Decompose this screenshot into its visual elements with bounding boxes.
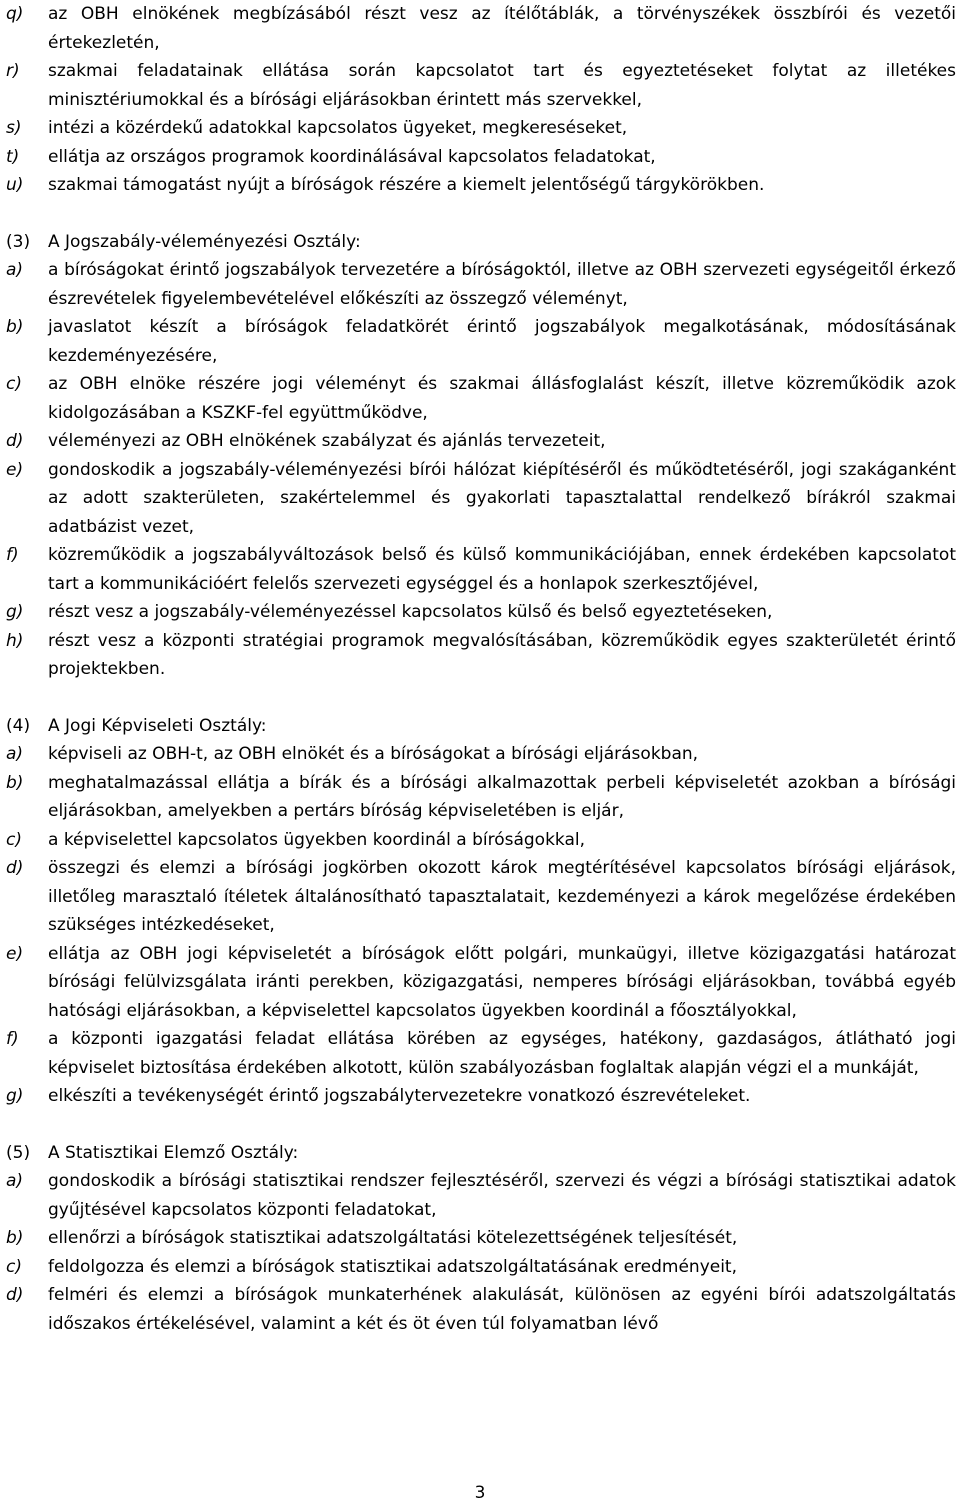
list-item-text: feldolgozza és elemzi a bíróságok statisztikai adatszolgáltatásának eredményeit, (48, 1256, 738, 1277)
list-item-marker: b) (6, 772, 24, 793)
list-item-marker: g) (6, 602, 24, 622)
list-item (0, 940, 960, 1026)
list-item (0, 370, 960, 427)
section (0, 712, 960, 1111)
list-item-marker: d) (6, 1285, 24, 1305)
list-item (0, 313, 960, 370)
list-item (0, 57, 960, 114)
list-item (0, 1025, 960, 1082)
section-number: (3) (6, 231, 31, 252)
list-item-text: intézi a közérdekű adatokkal kapcsolatos ügyeket, megkereséseket, (48, 118, 628, 138)
section-number: (4) (6, 715, 31, 736)
list-item-text: közreműködik a jogszabályváltozások belső és külső kommunikációjában, ennek érdekében kapcsolatot tart a kommunikációért felelős szervezeti egységgel és a honlapok szerkesztőjével, (48, 545, 956, 594)
list-item-marker: a) (6, 744, 24, 764)
list-item-marker: e) (6, 459, 24, 480)
section (0, 1139, 960, 1339)
section-list (0, 256, 960, 684)
section (0, 228, 960, 684)
list-item (0, 143, 960, 172)
section-heading (0, 712, 960, 741)
list-item (0, 627, 960, 684)
list-item-text: szakmai támogatást nyújt a bíróságok részére a kiemelt jelentőségű tárgykörökben. (48, 175, 765, 195)
section-number: (5) (6, 1142, 31, 1163)
list-item (0, 769, 960, 826)
list-item-marker: e) (6, 943, 24, 964)
list-item-marker: r) (6, 61, 20, 81)
list-item-text: képviseli az OBH-t, az OBH elnökét és a bíróságokat a bírósági eljárásokban, (48, 744, 699, 764)
list-item-text: a képviselettel kapcsolatos ügyekben koordinál a bíróságokkal, (48, 829, 586, 850)
list-item (0, 1082, 960, 1111)
section-heading (0, 1139, 960, 1168)
list-item-text: meghatalmazással ellátja a bírák és a bírósági alkalmazottak perbeli képviseletét azokban a bírósági eljárásokban, amelyekben a pertárs bíróság képviseletében is eljár, (48, 772, 956, 821)
section-title: A Jogi Képviseleti Osztály: (48, 715, 267, 736)
list-item (0, 114, 960, 143)
list-item (0, 826, 960, 855)
list-item-text: javaslatot készít a bíróságok feladatkörét érintő jogszabályok megalkotásának, módosításának kezdeményezésére, (48, 317, 956, 366)
list-item-text: felméri és elemzi a bíróságok munkaterhének alakulását, különösen az egyéni bírói adatszolgáltatás időszakos értékelésével, valamint a két és öt éven túl folyamatban lévő (48, 1285, 956, 1334)
list-item (0, 256, 960, 313)
list-item (0, 541, 960, 598)
list-item-text: ellátja az OBH jogi képviseletét a bíróságok előtt polgári, munkaügyi, illetve közigazgatási határozat bírósági felülvizsgálata iránti perekben, közigazgatási, nemperes bírósági eljárásokban, továbbá egyéb hatósági eljárásokban, a képviselettel kapcsolatos ügyekben koordinál a főosztályokkal, (48, 943, 956, 1021)
list-item-marker: c) (6, 829, 22, 850)
list-item-text: összegzi és elemzi a bírósági jogkörben okozott károk megtérítésével kapcsolatos bírósági eljárások, illetőleg marasztaló ítéletek általánosítható tapasztalatait, kezdeményezi a károk megelőzése érdekében szükséges intézkedéseket, (48, 858, 956, 935)
section-title: A Statisztikai Elemző Osztály: (48, 1142, 299, 1163)
list-item (0, 0, 960, 57)
list-item-marker: b) (6, 1228, 24, 1248)
list-item-marker: q) (6, 4, 24, 24)
list-item-marker: c) (6, 1256, 22, 1277)
list-item-text: a bíróságokat érintő jogszabályok tervezetére a bíróságoktól, illetve az OBH szervezeti egységeitől érkező észrevételek figyelembevételével előkészíti az összegző véleményt, (48, 260, 956, 309)
sections-container (0, 228, 960, 1339)
list-item (0, 598, 960, 627)
list-item-marker: f) (6, 545, 19, 565)
list-item (0, 1253, 960, 1282)
list-item (0, 740, 960, 769)
list-item (0, 427, 960, 456)
list-item-text: gondoskodik a bírósági statisztikai rendszer fejlesztéséről, szervezi és végzi a bírósági statisztikai adatok gyűjtésével kapcsolatos központi feladatokat, (48, 1171, 956, 1220)
list-item-text: az OBH elnökének megbízásából részt vesz az ítélőtáblák, a törvényszékek összbírói és vezetői értekezletén, (48, 4, 956, 53)
list-item (0, 1167, 960, 1224)
section-list (0, 1167, 960, 1338)
list-item-marker: a) (6, 1171, 24, 1191)
list-item-marker: u) (6, 175, 24, 195)
continued-list (0, 0, 960, 200)
list-item-text: a központi igazgatási feladat ellátása körében az egységes, hatékony, gazdaságos, átlátható jogi képviselet biztosítása érdekében alkotott, külön szabályozásban foglaltak alapján végzi el a munkáját, (48, 1029, 956, 1078)
list-item-marker: h) (6, 630, 24, 651)
list-item-marker: g) (6, 1086, 24, 1106)
list-item-text: részt vesz a jogszabály-véleményezéssel kapcsolatos külső és belső egyeztetéseken, (48, 602, 773, 622)
list-item-text: az OBH elnöke részére jogi véleményt és szakmai állásfoglalást készít, illetve közreműködik azok kidolgozásában a KSZKF-fel együttműködve, (48, 374, 956, 423)
section-heading (0, 228, 960, 257)
list-item-marker: a) (6, 260, 24, 280)
list-item-marker: s) (6, 118, 22, 138)
section-list (0, 740, 960, 1111)
list-item (0, 1281, 960, 1338)
list-item-text: véleményezi az OBH elnökének szabályzat és ajánlás tervezeteit, (48, 431, 606, 451)
list-item-text: gondoskodik a jogszabály-véleményezési bírói hálózat kiépítéséről és működtetéséről, jogi szakáganként az adott szakterületen, szakértelemmel és gyakorlati tapasztalattal rendelkező bírákról szakmai adatbázist vezet, (48, 459, 956, 537)
list-item-text: elkészíti a tevékenységét érintő jogszabálytervezetekre vonatkozó észrevételeket. (48, 1086, 751, 1106)
page-number: 3 (474, 1483, 486, 1503)
list-item-marker: d) (6, 431, 24, 451)
list-item-marker: b) (6, 317, 24, 337)
list-item (0, 171, 960, 200)
list-item-marker: c) (6, 374, 22, 394)
list-item-marker: t) (6, 146, 20, 167)
list-item (0, 1224, 960, 1253)
list-item-marker: f) (6, 1029, 19, 1049)
list-item-text: ellátja az országos programok koordinálásával kapcsolatos feladatokat, (48, 146, 656, 167)
list-item-text: szakmai feladatainak ellátása során kapcsolatot tart és egyeztetéseket folytat az illetékes minisztériumokkal és a bírósági eljárásokban érintett más szervekkel, (48, 61, 956, 110)
list-item-text: ellenőrzi a bíróságok statisztikai adatszolgáltatási kötelezettségének teljesítését, (48, 1228, 738, 1248)
list-item-text: részt vesz a központi stratégiai programok megvalósításában, közreműködik egyes szakterületét érintő projektekben. (48, 630, 956, 679)
list-item-marker: d) (6, 858, 24, 878)
section-title: A Jogszabály-véleményezési Osztály: (48, 231, 361, 252)
list-item (0, 854, 960, 940)
list-item (0, 456, 960, 542)
